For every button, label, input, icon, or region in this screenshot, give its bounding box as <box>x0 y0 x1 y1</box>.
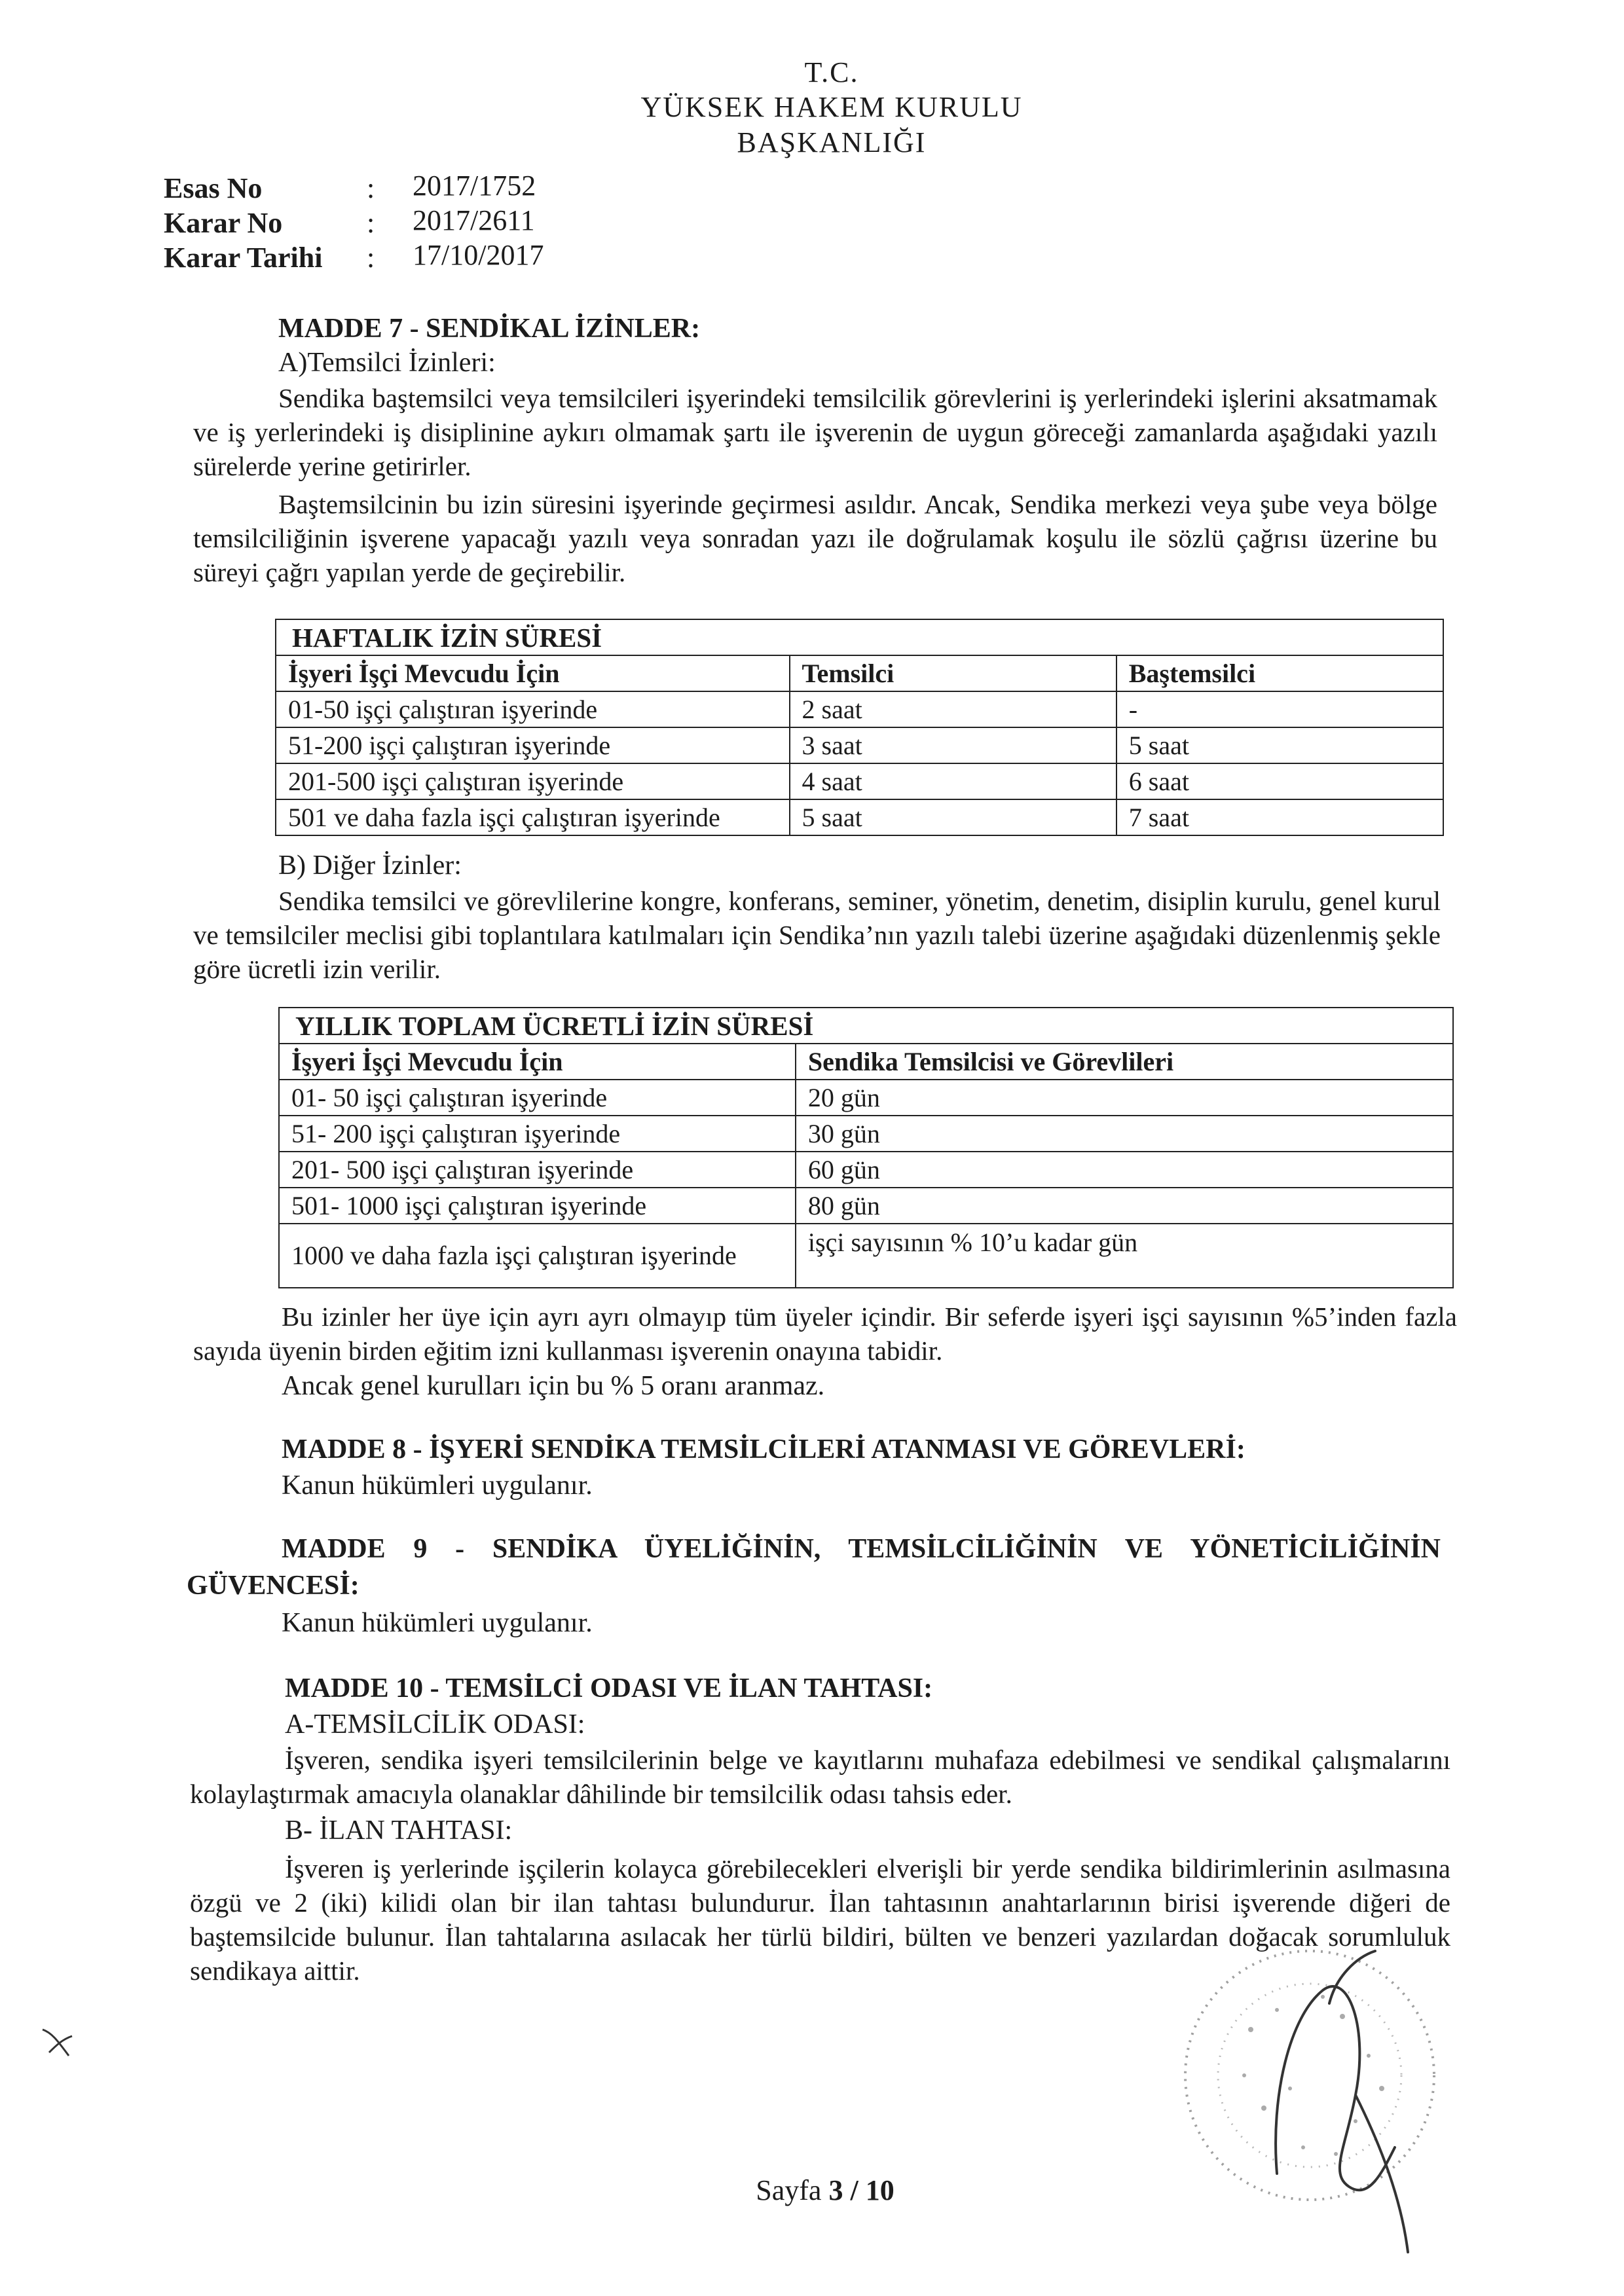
table-cell: 501- 1000 işçi çalıştıran işyerinde <box>279 1188 796 1224</box>
madde8-heading: MADDE 8 - İŞYERİ SENDİKA TEMSİLCİLERİ ATANMASI VE GÖREVLERİ: <box>282 1434 1246 1465</box>
table-cell: 2 saat <box>790 691 1116 727</box>
table-title: HAFTALIK İZİN SÜRESİ <box>276 619 1443 655</box>
madde7-para1-text: Sendika baştemsilci veya temsilcileri işyerindeki temsilcilik görevlerini iş yerlerindeki işlerini aksatmamak ve iş yerlerindeki iş disiplinine aykırı olmamak şartı ile işverenin de uygun göreceği zamanlarda aşağıdaki yazılı sürelerde yerine getirirler. <box>193 383 1437 481</box>
table-cell: 51-200 işçi çalıştıran işyerinde <box>276 727 790 763</box>
madde7-para2 <box>193 487 1437 589</box>
table-cell: 60 gün <box>796 1152 1453 1188</box>
meta-label-karar: Karar No <box>164 207 283 239</box>
column-header: Temsilci <box>790 655 1116 691</box>
table-cell: 4 saat <box>790 763 1116 799</box>
table-title: YILLIK TOPLAM ÜCRETLİ İZİN SÜRESİ <box>279 1008 1453 1044</box>
page-footer <box>13 2174 1624 2207</box>
madde10-para1 <box>190 1743 1450 1811</box>
column-header: İşyeri İşçi Mevcudu İçin <box>279 1044 796 1080</box>
meta-colon: : <box>367 207 375 239</box>
meta-value-esas: 2017/1752 <box>413 170 536 202</box>
annual-leave-table <box>278 1007 1454 1288</box>
madde10-sub-b: B- İLAN TAHTASI: <box>285 1815 513 1846</box>
table-cell: - <box>1116 691 1443 727</box>
madde9-body: Kanun hükümleri uygulanır. <box>282 1608 593 1638</box>
table-row <box>276 799 1443 835</box>
madde7-para2-text: Baştemsilcinin bu izin süresini işyerinde geçirmesi asıldır. Ancak, Sendika merkezi veya şube veya bölge temsilciliğinin işverene yapacağı yazılı veya sonradan yazı ile doğrulamak koşulu ile sözlü çağrısı üzerine bu süreyi çağrı yapılan yerde de geçirebilir. <box>193 489 1437 587</box>
meta-colon: : <box>367 242 375 274</box>
header-institution: YÜKSEK HAKEM KURULU <box>640 91 1023 123</box>
madde8-body: Kanun hükümleri uygulanır. <box>282 1470 593 1501</box>
madde7-para3 <box>193 884 1441 986</box>
madde7-para4-text: Bu izinler her üye için ayrı ayrı olmayıp tüm üyeler içindir. Bir seferde işyeri işçi sayısının %5’inden fazla sayıda üyenin birden eğitim izni kullanması işverenin onayına tabidir. <box>193 1302 1457 1366</box>
table-cell: 7 saat <box>1116 799 1443 835</box>
table-cell: 01-50 işçi çalıştıran işyerinde <box>276 691 790 727</box>
table-cell: 6 saat <box>1116 763 1443 799</box>
table-row <box>276 691 1443 727</box>
madde10-heading: MADDE 10 - TEMSİLCİ ODASI VE İLAN TAHTASI: <box>285 1673 933 1704</box>
meta-value-tarih: 17/10/2017 <box>413 239 544 271</box>
column-header: Baştemsilci <box>1116 655 1443 691</box>
table-cell: 01- 50 işçi çalıştıran işyerinde <box>279 1080 796 1116</box>
meta-label-esas: Esas No <box>164 172 263 204</box>
madde7-para1 <box>193 381 1437 483</box>
madde7-sub-a: A)Temsilci İzinleri: <box>278 348 496 378</box>
madde7-para4 <box>193 1300 1457 1368</box>
table-cell: 51- 200 işçi çalıştıran işyerinde <box>279 1116 796 1152</box>
column-header: Sendika Temsilcisi ve Görevlileri <box>796 1044 1453 1080</box>
madde9-heading <box>187 1531 1441 1604</box>
table-cell: 501 ve daha fazla işçi çalıştıran işyerinde <box>276 799 790 835</box>
table-row <box>279 1224 1453 1288</box>
madde9-heading-text: MADDE 9 - SENDİKA ÜYELİĞİNİN, TEMSİLCİLİĞİNİN VE YÖNETİCİLİĞİNİN GÜVENCESİ: <box>187 1534 1441 1601</box>
table-cell: 30 gün <box>796 1116 1453 1152</box>
table-row <box>279 1116 1453 1152</box>
table-cell: 201- 500 işçi çalıştıran işyerinde <box>279 1152 796 1188</box>
madde7-heading: MADDE 7 - SENDİKAL İZİNLER: <box>278 314 701 344</box>
page-number: 3 / 10 <box>828 2174 895 2206</box>
table-cell: 80 gün <box>796 1188 1453 1224</box>
table-cell: 1000 ve daha fazla işçi çalıştıran işyerinde <box>279 1224 796 1288</box>
madde7-para5: Ancak genel kurulları için bu % 5 oranı aranmaz. <box>282 1371 825 1401</box>
madde7-sub-b: B) Diğer İzinler: <box>278 850 462 881</box>
meta-label-tarih: Karar Tarihi <box>164 242 323 274</box>
signature-icon <box>1198 1899 1460 2265</box>
table-header-row <box>276 655 1443 691</box>
table-cell: 20 gün <box>796 1080 1453 1116</box>
madde10-para2-text: İşveren iş yerlerinde işçilerin kolayca görebilecekleri elverişli bir yerde sendika bildirimlerinin asılmasına özgü ve 2 (iki) kilidi olan bir ilan tahtası bulundurur. İlan tahtasının anahtarlarının birisi işverende diğeri de baştemsilcide bulunur. İlan tahtalarına asılacak her türlü bildiri, bülten ve benzeri yazılardan doğacak sorumluluk sendikaya aittir. <box>190 1853 1450 1986</box>
meta-colon: : <box>367 172 375 204</box>
table-row <box>279 1188 1453 1224</box>
column-header: İşyeri İşçi Mevcudu İçin <box>276 655 790 691</box>
table-row <box>279 1152 1453 1188</box>
weekly-leave-table <box>275 619 1444 836</box>
header-tc: T.C. <box>804 56 859 88</box>
table-cell: işçi sayısının % 10’u kadar gün <box>796 1224 1453 1288</box>
table-title-row <box>276 619 1443 655</box>
madde7-para3-text: Sendika temsilci ve görevlilerine kongre, konferans, seminer, yönetim, denetim, disiplin kurulu, genel kurul ve temsilciler meclisi gibi toplantılara katılmaları için Sendika’nın yazılı talebi üzerine aşağıdaki düzenlenmiş şekle göre ücretli izin verilir. <box>193 886 1441 984</box>
handwritten-mark-icon <box>36 2023 82 2062</box>
table-row <box>276 763 1443 799</box>
table-cell: 5 saat <box>790 799 1116 835</box>
table-row <box>276 727 1443 763</box>
madde10-sub-a: A-TEMSİLCİLİK ODASI: <box>285 1709 585 1740</box>
header-presidency: BAŞKANLIĞI <box>737 126 927 158</box>
table-title-row <box>279 1008 1453 1044</box>
madde10-para1-text: İşveren, sendika işyeri temsilcilerinin belge ve kayıtlarını muhafaza edebilmesi ve sendikal çalışmalarını kolaylaştırmak amacıyla olanaklar dâhilinde bir temsilcilik odası tahsis eder. <box>190 1745 1450 1809</box>
table-row <box>279 1080 1453 1116</box>
table-cell: 201-500 işçi çalıştıran işyerinde <box>276 763 790 799</box>
table-cell: 5 saat <box>1116 727 1443 763</box>
table-header-row <box>279 1044 1453 1080</box>
meta-value-karar: 2017/2611 <box>413 204 535 236</box>
footer-prefix: Sayfa <box>756 2174 829 2206</box>
table-cell: 3 saat <box>790 727 1116 763</box>
